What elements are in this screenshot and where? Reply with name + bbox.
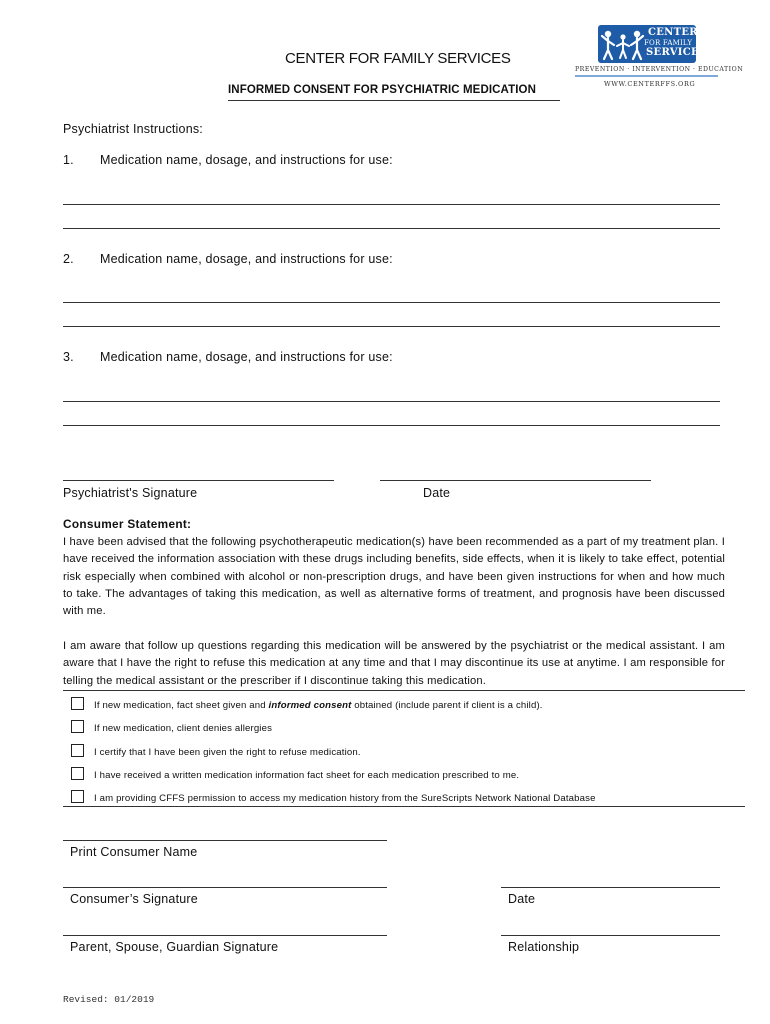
instruction-label: Medication name, dosage, and instructions for use: [100,252,393,266]
checkbox-label: If new medication, client denies allergies [94,723,273,734]
right-to-refuse-checkbox[interactable] [71,744,84,757]
logo-badge [598,25,707,63]
page-subtitle: INFORMED CONSENT FOR PSYCHIATRIC MEDICATION [228,84,536,96]
guardian-signature-line[interactable] [63,935,387,936]
consumer-date-label: Date [508,892,536,906]
consumer-signature-line[interactable] [63,887,387,888]
print-consumer-name-label: Print Consumer Name [70,845,198,859]
medication-3-line-2[interactable] [63,425,720,426]
instructions-heading: Psychiatrist Instructions: [63,122,203,136]
instruction-number: 3. [63,350,74,364]
relationship-label: Relationship [508,940,580,954]
instruction-label: Medication name, dosage, and instructions for use: [100,350,393,364]
logo-url: WWW.CENTERFFS.ORG [604,80,696,88]
medication-2-line-1[interactable] [63,302,720,303]
fact-sheet-consent-checkbox[interactable] [71,697,84,710]
checkbox-label: I certify that I have been given the right to refuse medication. [94,747,361,758]
header-divider [228,100,560,101]
logo-line-3: SERVICES [646,47,707,58]
consumer-signature-label: Consumer’s Signature [70,892,198,906]
psychiatrist-signature-line[interactable] [63,480,334,481]
relationship-line[interactable] [501,935,720,936]
instruction-number: 1. [63,153,74,167]
checkbox-section-bottom-rule [63,806,745,807]
consumer-statement-paragraph-1: I have been advised that the following psychotherapeutic medication(s) have been recommended as a part of my treatment plan. I have received the information association with these drugs including benefits, side effects, when it is likely to take effect, potential risk especially when combined with alcohol or non-prescription drugs, and have been given instructions for when and how much to take. The advantages of taking this medication, as well as alternative forms of treatment, and prognosis have been discussed with me. [63,536,725,618]
medication-1-line-2[interactable] [63,228,720,229]
psychiatrist-date-label: Date [423,486,451,500]
consumer-statement-heading: Consumer Statement: [63,517,192,531]
revision-date: Revised: 01/2019 [63,994,155,1005]
checkbox-section-top-rule [63,690,745,691]
guardian-signature-label: Parent, Spouse, Guardian Signature [70,940,279,954]
surescripts-permission-checkbox[interactable] [71,790,84,803]
print-consumer-name-line[interactable] [63,840,387,841]
checkbox-label: I am providing CFFS permission to access my medication history from the SureScripts Network National Database [94,793,596,804]
logo-line-1: CENTER [648,27,698,38]
instruction-label: Medication name, dosage, and instructions for use: [100,153,393,167]
checkbox-label: I have received a written medication information fact sheet for each medication prescribed to me. [94,770,520,781]
consumer-statement-paragraph-2: I am aware that follow up questions regarding this medication will be answered by the psychiatrist or the medical assistant. I am aware that I have the right to refuse this medication at any time and that I may discontinue its use at anytime. I am responsible for telling the medical assistant or the prescriber if I discontinue taking this medication. [63,640,725,687]
instruction-number: 2. [63,252,74,266]
checkbox-label: If new medication, fact sheet given and informed consent obtained (include parent if client is a child). [94,700,543,711]
psychiatrist-signature-label: Psychiatrist's Signature [63,486,198,500]
page-title: CENTER FOR FAMILY SERVICES [285,50,511,67]
fact-sheet-received-checkbox[interactable] [71,767,84,780]
medication-2-line-2[interactable] [63,326,720,327]
logo-tagline: PREVENTION · INTERVENTION · EDUCATION [575,66,744,73]
consumer-date-line[interactable] [501,887,720,888]
logo-line-2: FOR FAMILY [644,39,693,47]
medication-3-line-1[interactable] [63,401,720,402]
denies-allergies-checkbox[interactable] [71,720,84,733]
logo-divider [575,75,718,77]
family-figures-icon [600,26,646,62]
psychiatrist-date-line[interactable] [380,480,651,481]
medication-1-line-1[interactable] [63,204,720,205]
